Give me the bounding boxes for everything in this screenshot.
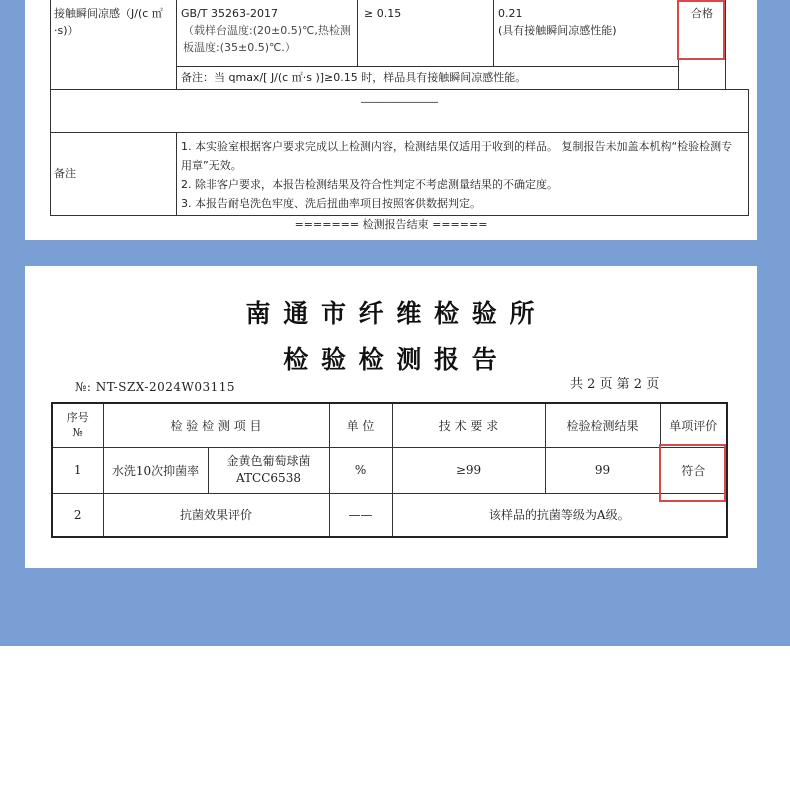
test-method-standard: GB/T 35263-2017 [181, 7, 278, 20]
header-result: 检验检测结果 [545, 403, 660, 447]
row-no: 2 [52, 493, 103, 537]
remark-cell: 备注：当 qmax/[ J/(c ㎡·s )]≥0.15 时，样品具有接触瞬间凉感性能。 [177, 66, 679, 89]
report-end-line: ======= 检测报告结束 ====== [294, 218, 488, 231]
result-cell [494, 0, 679, 66]
header-requirement: 技 术 要 求 [392, 403, 545, 447]
row-evaluation: 符合 [660, 447, 727, 493]
test-item-text: 接触瞬间凉感（J/(c ㎡·s)） [54, 7, 163, 37]
strain-name: 金黄色葡萄球菌 [226, 454, 311, 468]
row-conclusion: 该样品的抗菌等级为A级。 [392, 493, 727, 537]
test-method-conditions: （载样台温度:(20±0.5)℃,热检测板温度:(35±0.5)℃.） [183, 24, 351, 54]
antibacterial-table [51, 402, 728, 538]
test-method-cell [177, 0, 358, 66]
result-note: (具有接触瞬间凉感性能) [498, 24, 617, 37]
row-result: 99 [545, 447, 660, 493]
verdict-text: 合格 [691, 7, 713, 20]
report-page-2 [25, 266, 757, 568]
test-results-table [50, 0, 749, 216]
report-page-1 [25, 0, 757, 240]
header-item: 检 验 检 测 项 目 [103, 403, 329, 447]
result-value: 0.21 [498, 7, 523, 20]
blank-row-line: ______________ [361, 89, 438, 103]
requirement-cell: ≥ 0.15 [358, 0, 494, 66]
row-unit: —— [329, 493, 392, 537]
table-row [51, 89, 749, 132]
table-row [52, 447, 727, 493]
header-no: 序号 № [52, 403, 103, 447]
note-item: 1. 本实验室根据客户要求完成以上检测内容，检测结果仅适用于收到的样品。 复制报告未加盖本机构“检验检测专用章”无效。 [181, 139, 733, 172]
page-info: 共 2 页 第 2 页 [570, 377, 660, 392]
row-no: 1 [52, 447, 103, 493]
row-item: 水洗10次抑菌率 [103, 447, 208, 493]
report-title: 检 验 检 测 报 告 [283, 345, 499, 374]
row-strain [208, 447, 329, 493]
header-evaluation: 单项评价 [660, 403, 727, 447]
highlight-box [677, 0, 725, 60]
header-unit: 单 位 [329, 403, 392, 447]
table-row [51, 132, 749, 215]
row-item: 抗菌效果评价 [103, 493, 329, 537]
highlight-box [659, 444, 726, 502]
note-item: 3. 本报告耐皂洗色牢度、洗后扭曲率项目按照客供数据判定。 [181, 196, 481, 210]
blank-row [51, 89, 749, 132]
table-row [52, 493, 727, 537]
row-unit: % [329, 447, 392, 493]
table-header-row [52, 403, 727, 447]
table-row [51, 0, 749, 66]
institute-title: 南 通 市 纤 维 检 验 所 [245, 299, 537, 328]
test-item-cell [51, 0, 177, 89]
notes-cell [177, 132, 749, 215]
report-number: №: NT-SZX-2024W03115 [75, 380, 235, 394]
note-item: 2. 除非客户要求，本报告检测结果及符合性判定不考虑测量结果的不确定度。 [181, 177, 558, 191]
row-requirement: ≥99 [392, 447, 545, 493]
strain-code: ATCC6538 [236, 471, 301, 485]
notes-label: 备注 [51, 132, 177, 215]
